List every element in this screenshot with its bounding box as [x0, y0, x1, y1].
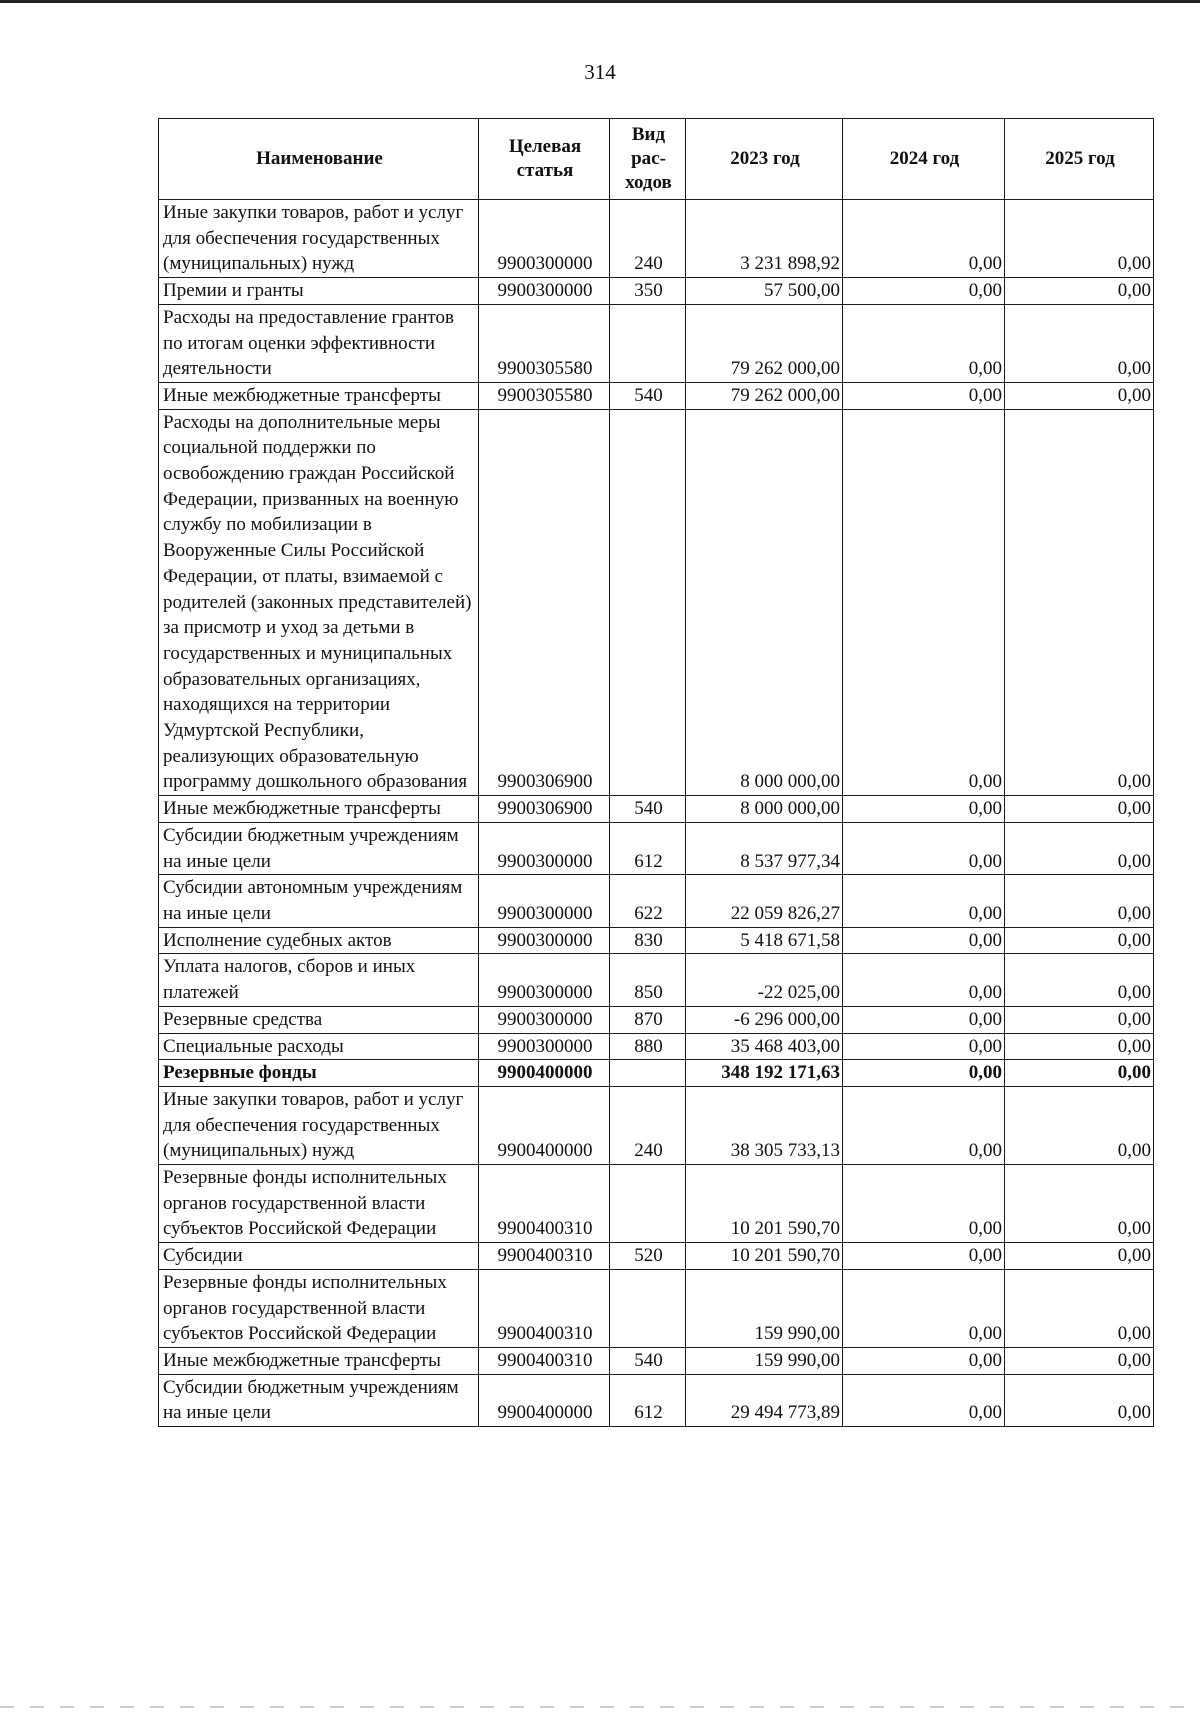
- row-2024-value-cell: 0,00: [843, 1243, 1005, 1270]
- row-target-article-cell: 9900305580: [479, 304, 610, 382]
- row-expense-type-cell: [610, 1060, 686, 1087]
- row-2025-value-cell: 0,00: [1005, 1033, 1154, 1060]
- row-name-cell: Субсидии бюджетным учреждениям на иные цели: [159, 822, 479, 874]
- row-target-article-cell: 9900300000: [479, 822, 610, 874]
- header-expense-type: Вид рас-ходов: [610, 119, 686, 200]
- row-target-article-cell: 9900400000: [479, 1060, 610, 1087]
- row-name-cell: Премии и гранты: [159, 278, 479, 305]
- row-2024-value-cell: 0,00: [843, 1347, 1005, 1374]
- row-2023-value-cell: -22 025,00: [686, 954, 843, 1006]
- table-row: [159, 200, 1154, 278]
- row-target-article-cell: 9900306900: [479, 796, 610, 823]
- row-2025-value-cell: 0,00: [1005, 1086, 1154, 1164]
- row-expense-type-cell: 240: [610, 1086, 686, 1164]
- row-2023-value-cell: 8 000 000,00: [686, 796, 843, 823]
- row-name-cell: Иные закупки товаров, работ и услуг для обеспечения государственных (муниципальных) нужд: [159, 200, 479, 278]
- row-2023-value-cell: 159 990,00: [686, 1269, 843, 1347]
- row-2025-value-cell: 0,00: [1005, 954, 1154, 1006]
- row-2023-value-cell: 57 500,00: [686, 278, 843, 305]
- table-body: [159, 200, 1154, 1427]
- header-2024: 2024 год: [843, 119, 1005, 200]
- row-name-cell: Субсидии автономным учреждениям на иные цели: [159, 875, 479, 927]
- row-2025-value-cell: 0,00: [1005, 382, 1154, 409]
- row-2023-value-cell: 10 201 590,70: [686, 1165, 843, 1243]
- row-expense-type-cell: [610, 1165, 686, 1243]
- table-row: [159, 1033, 1154, 1060]
- row-name-cell: Субсидии: [159, 1243, 479, 1270]
- row-2025-value-cell: 0,00: [1005, 200, 1154, 278]
- row-2025-value-cell: 0,00: [1005, 304, 1154, 382]
- row-2025-value-cell: 0,00: [1005, 875, 1154, 927]
- header-name: Наименование: [159, 119, 479, 200]
- row-2025-value-cell: 0,00: [1005, 1006, 1154, 1033]
- table-row: [159, 927, 1154, 954]
- row-name-cell: Иные межбюджетные трансферты: [159, 796, 479, 823]
- row-expense-type-cell: 622: [610, 875, 686, 927]
- row-target-article-cell: 9900300000: [479, 1006, 610, 1033]
- header-target-article: Целевая статья: [479, 119, 610, 200]
- row-name-cell: Иные закупки товаров, работ и услуг для обеспечения государственных (муниципальных) нужд: [159, 1086, 479, 1164]
- table-row: [159, 278, 1154, 305]
- table-row: [159, 1165, 1154, 1243]
- row-2023-value-cell: 29 494 773,89: [686, 1374, 843, 1426]
- row-2024-value-cell: 0,00: [843, 200, 1005, 278]
- table-row: [159, 304, 1154, 382]
- row-expense-type-cell: 540: [610, 1347, 686, 1374]
- row-expense-type-cell: 612: [610, 1374, 686, 1426]
- row-2023-value-cell: 5 418 671,58: [686, 927, 843, 954]
- row-name-cell: Специальные расходы: [159, 1033, 479, 1060]
- row-2023-value-cell: 8 537 977,34: [686, 822, 843, 874]
- table-row: [159, 875, 1154, 927]
- row-expense-type-cell: 540: [610, 796, 686, 823]
- table-row: [159, 1243, 1154, 1270]
- table-row: [159, 1060, 1154, 1087]
- row-target-article-cell: 9900400000: [479, 1374, 610, 1426]
- row-target-article-cell: 9900300000: [479, 954, 610, 1006]
- row-2024-value-cell: 0,00: [843, 1374, 1005, 1426]
- row-expense-type-cell: 612: [610, 822, 686, 874]
- budget-table: [158, 118, 1154, 1427]
- row-2023-value-cell: 159 990,00: [686, 1347, 843, 1374]
- row-2024-value-cell: 0,00: [843, 409, 1005, 796]
- row-2024-value-cell: 0,00: [843, 278, 1005, 305]
- row-2023-value-cell: 79 262 000,00: [686, 304, 843, 382]
- row-name-cell: Резервные средства: [159, 1006, 479, 1033]
- row-2023-value-cell: 22 059 826,27: [686, 875, 843, 927]
- row-target-article-cell: 9900300000: [479, 200, 610, 278]
- row-2024-value-cell: 0,00: [843, 1033, 1005, 1060]
- row-target-article-cell: 9900300000: [479, 278, 610, 305]
- row-2023-value-cell: 38 305 733,13: [686, 1086, 843, 1164]
- row-name-cell: Резервные фонды: [159, 1060, 479, 1087]
- row-2025-value-cell: 0,00: [1005, 927, 1154, 954]
- table-row: [159, 382, 1154, 409]
- row-2024-value-cell: 0,00: [843, 796, 1005, 823]
- row-name-cell: Иные межбюджетные трансферты: [159, 1347, 479, 1374]
- row-2023-value-cell: -6 296 000,00: [686, 1006, 843, 1033]
- row-name-cell: Резервные фонды исполнительных органов государственной власти субъектов Российской Федерации: [159, 1165, 479, 1243]
- row-target-article-cell: 9900400310: [479, 1165, 610, 1243]
- row-expense-type-cell: 520: [610, 1243, 686, 1270]
- row-2025-value-cell: 0,00: [1005, 409, 1154, 796]
- row-name-cell: Субсидии бюджетным учреждениям на иные цели: [159, 1374, 479, 1426]
- row-2024-value-cell: 0,00: [843, 1269, 1005, 1347]
- table-row: [159, 822, 1154, 874]
- row-2025-value-cell: 0,00: [1005, 1347, 1154, 1374]
- table-row: [159, 796, 1154, 823]
- row-target-article-cell: 9900400310: [479, 1347, 610, 1374]
- table-header-row: [159, 119, 1154, 200]
- row-2023-value-cell: 3 231 898,92: [686, 200, 843, 278]
- row-2023-value-cell: 79 262 000,00: [686, 382, 843, 409]
- row-2024-value-cell: 0,00: [843, 1060, 1005, 1087]
- row-2024-value-cell: 0,00: [843, 382, 1005, 409]
- row-2023-value-cell: 8 000 000,00: [686, 409, 843, 796]
- row-2025-value-cell: 0,00: [1005, 1060, 1154, 1087]
- row-name-cell: Уплата налогов, сборов и иных платежей: [159, 954, 479, 1006]
- table-row: [159, 1086, 1154, 1164]
- row-expense-type-cell: 850: [610, 954, 686, 1006]
- table-row: [159, 409, 1154, 796]
- row-2024-value-cell: 0,00: [843, 1165, 1005, 1243]
- row-name-cell: Расходы на дополнительные меры социальной поддержки по освобождению граждан Российской Федерации, призванных на военную службу по мобилизации в Вооруженные Силы Российской Федерации, от платы, взимаемой с родителей (законных представителей) за присмотр и уход за детьми в государственных и муниципальных образовательных организациях, находящихся на территории Удмуртской Республики, реализующих образовательную программу дошкольного образования: [159, 409, 479, 796]
- row-expense-type-cell: 350: [610, 278, 686, 305]
- table-row: [159, 1374, 1154, 1426]
- scan-edge-artifact: [0, 1706, 1200, 1708]
- row-name-cell: Резервные фонды исполнительных органов государственной власти субъектов Российской Федерации: [159, 1269, 479, 1347]
- row-target-article-cell: 9900400000: [479, 1086, 610, 1164]
- row-2024-value-cell: 0,00: [843, 1086, 1005, 1164]
- row-2025-value-cell: 0,00: [1005, 1243, 1154, 1270]
- row-name-cell: Исполнение судебных актов: [159, 927, 479, 954]
- table-row: [159, 954, 1154, 1006]
- table-row: [159, 1006, 1154, 1033]
- row-target-article-cell: 9900400310: [479, 1243, 610, 1270]
- row-2023-value-cell: 35 468 403,00: [686, 1033, 843, 1060]
- row-2024-value-cell: 0,00: [843, 875, 1005, 927]
- row-2024-value-cell: 0,00: [843, 954, 1005, 1006]
- row-target-article-cell: 9900300000: [479, 1033, 610, 1060]
- row-2024-value-cell: 0,00: [843, 304, 1005, 382]
- row-expense-type-cell: [610, 304, 686, 382]
- row-expense-type-cell: 240: [610, 200, 686, 278]
- row-2023-value-cell: 10 201 590,70: [686, 1243, 843, 1270]
- row-2024-value-cell: 0,00: [843, 1006, 1005, 1033]
- row-target-article-cell: 9900300000: [479, 927, 610, 954]
- row-2024-value-cell: 0,00: [843, 927, 1005, 954]
- row-2025-value-cell: 0,00: [1005, 1165, 1154, 1243]
- header-2023: 2023 год: [686, 119, 843, 200]
- row-expense-type-cell: [610, 409, 686, 796]
- row-2024-value-cell: 0,00: [843, 822, 1005, 874]
- table-row: [159, 1347, 1154, 1374]
- row-expense-type-cell: 830: [610, 927, 686, 954]
- row-name-cell: Расходы на предоставление грантов по итогам оценки эффективности деятельности: [159, 304, 479, 382]
- row-name-cell: Иные межбюджетные трансферты: [159, 382, 479, 409]
- table-row: [159, 1269, 1154, 1347]
- top-border-rule: [0, 0, 1200, 3]
- row-2025-value-cell: 0,00: [1005, 822, 1154, 874]
- row-target-article-cell: 9900300000: [479, 875, 610, 927]
- row-2025-value-cell: 0,00: [1005, 278, 1154, 305]
- row-2025-value-cell: 0,00: [1005, 1374, 1154, 1426]
- row-target-article-cell: 9900400310: [479, 1269, 610, 1347]
- page-number: 314: [584, 60, 616, 84]
- row-target-article-cell: 9900305580: [479, 382, 610, 409]
- row-2025-value-cell: 0,00: [1005, 796, 1154, 823]
- header-2025: 2025 год: [1005, 119, 1154, 200]
- row-target-article-cell: 9900306900: [479, 409, 610, 796]
- row-expense-type-cell: [610, 1269, 686, 1347]
- row-2023-value-cell: 348 192 171,63: [686, 1060, 843, 1087]
- row-2025-value-cell: 0,00: [1005, 1269, 1154, 1347]
- row-expense-type-cell: 870: [610, 1006, 686, 1033]
- row-expense-type-cell: 540: [610, 382, 686, 409]
- row-expense-type-cell: 880: [610, 1033, 686, 1060]
